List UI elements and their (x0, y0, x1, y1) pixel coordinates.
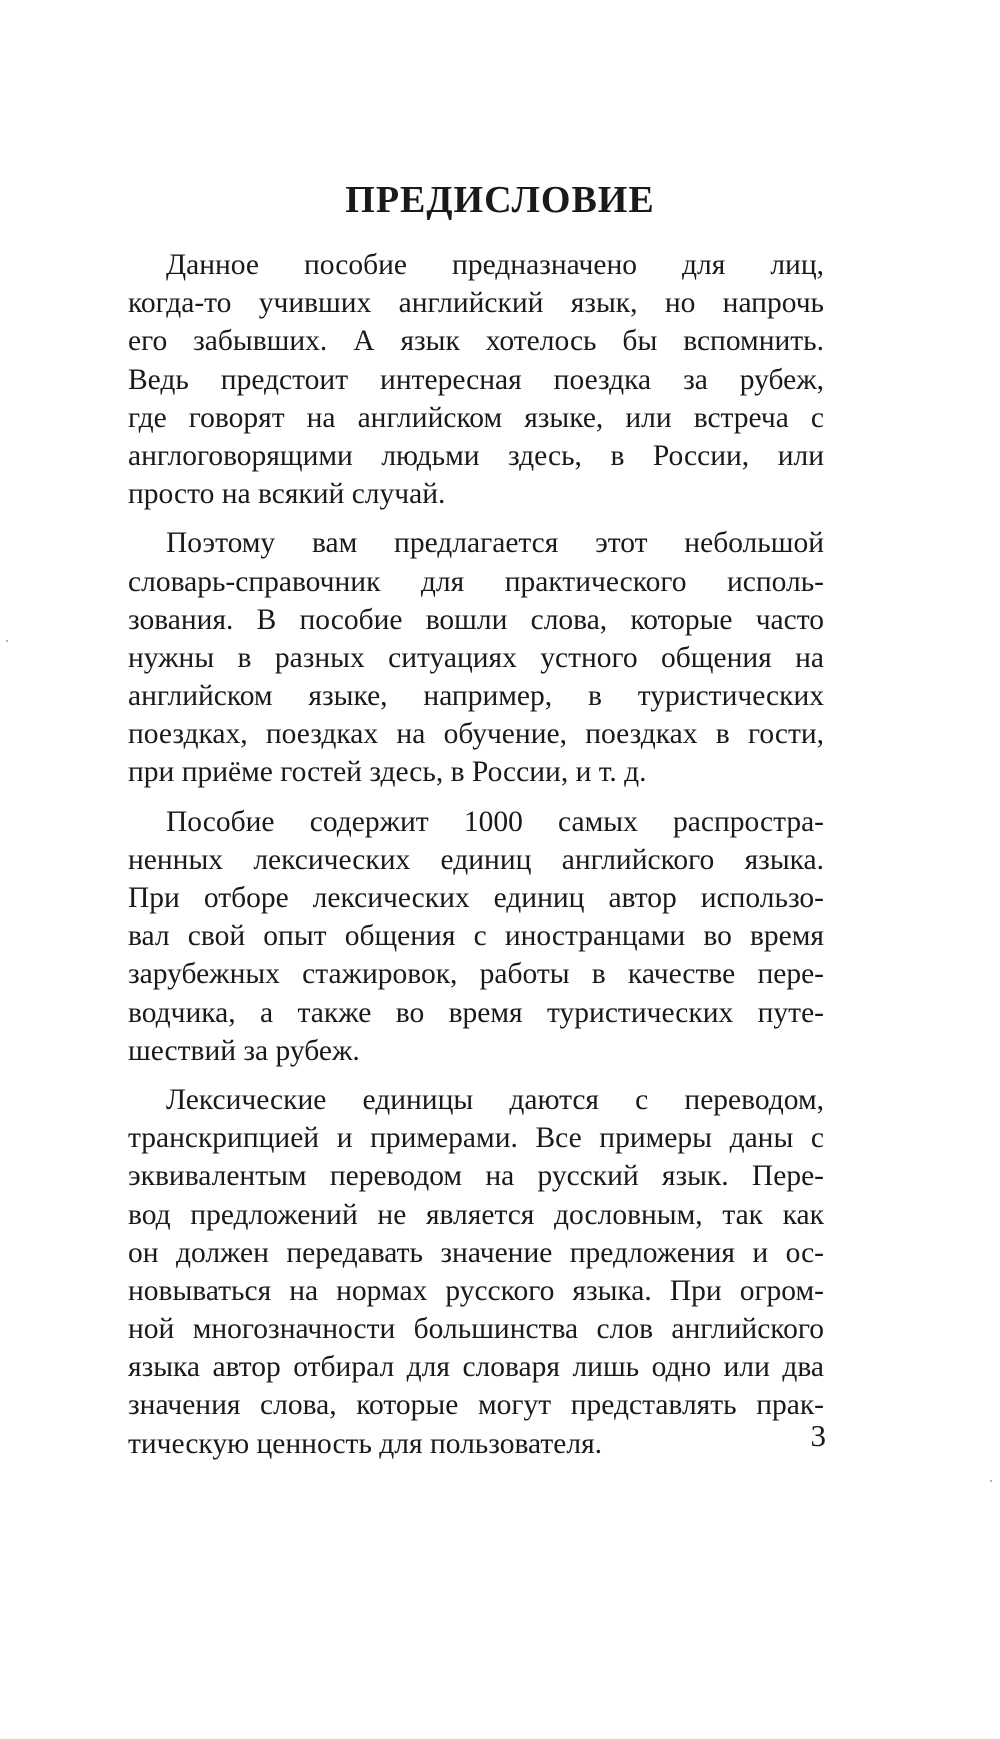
text-line: эквивалентым переводом на русский язык. Пере- (128, 1160, 824, 1193)
text-line: ной многозначности большинства слов английского (128, 1313, 824, 1346)
text-line: водчика, а также во время туристических путе- (128, 996, 824, 1029)
text-line: он должен передавать значение предложения и ос- (128, 1236, 824, 1269)
text-line: значения слова, которые могут представлять прак- (128, 1389, 824, 1422)
text-line: нужны в разных ситуациях устного общения на (128, 641, 824, 674)
text-line: языка автор отбирал для словаря лишь одно или два (128, 1351, 824, 1384)
text-line: английском языке, например, в туристических (128, 680, 824, 713)
text-line: англоговорящими людьми здесь, в России, или (128, 439, 824, 472)
text-line: транскрипцией и примерами. Все примеры даны с (128, 1122, 824, 1155)
text-line: вод предложений не является дословным, так как (128, 1198, 824, 1231)
text-line: Поэтому вам предлагается этот небольшой (166, 527, 824, 560)
text-line: Пособие содержит 1000 самых распростра- (166, 805, 824, 838)
text-line: зования. В пособие вошли слова, которые часто (128, 603, 824, 636)
paragraph (128, 246, 824, 513)
text-line: новываться на нормах русского языка. При огром- (128, 1274, 824, 1307)
scan-speck (990, 1480, 992, 1482)
text-line: когда-то учивших английский язык, но напрочь (128, 287, 824, 320)
text-line: Ведь предстоит интересная поездка за рубеж, (128, 363, 824, 396)
text-line: просто на всякий случай. (128, 478, 446, 511)
scan-speck (6, 640, 8, 642)
text-line: поездках, поездках на обучение, поездках в гости, (128, 718, 824, 751)
text-line: словарь-справочник для практического исполь- (128, 565, 824, 598)
text-line: вал свой опыт общения с иностранцами во время (128, 920, 824, 953)
paragraph (128, 1081, 824, 1463)
text-line: зарубежных стажировок, работы в качестве пере- (128, 958, 824, 991)
text-line: его забывших. А язык хотелось бы вспомнить. (128, 325, 824, 358)
page-title: ПРЕДИСЛОВИЕ (345, 179, 655, 221)
text-line: Лексические единицы даются с переводом, (166, 1083, 824, 1116)
paragraph (128, 524, 824, 791)
paragraph (128, 803, 824, 1070)
body-text (128, 246, 824, 1474)
page-number: 3 (810, 1418, 826, 1453)
text-line: Данное пособие предназначено для лиц, (166, 249, 824, 281)
text-line: где говорят на английском языке, или встреча с (128, 401, 824, 434)
text-line: при приёме гостей здесь, в России, и т. д. (128, 756, 647, 789)
text-line: ненных лексических единиц английского языка. (128, 843, 824, 876)
text-line: тическую ценность для пользователя. (128, 1427, 603, 1460)
text-line: При отборе лексических единиц автор использо- (128, 882, 824, 914)
text-line: шествий за рубеж. (128, 1034, 360, 1067)
